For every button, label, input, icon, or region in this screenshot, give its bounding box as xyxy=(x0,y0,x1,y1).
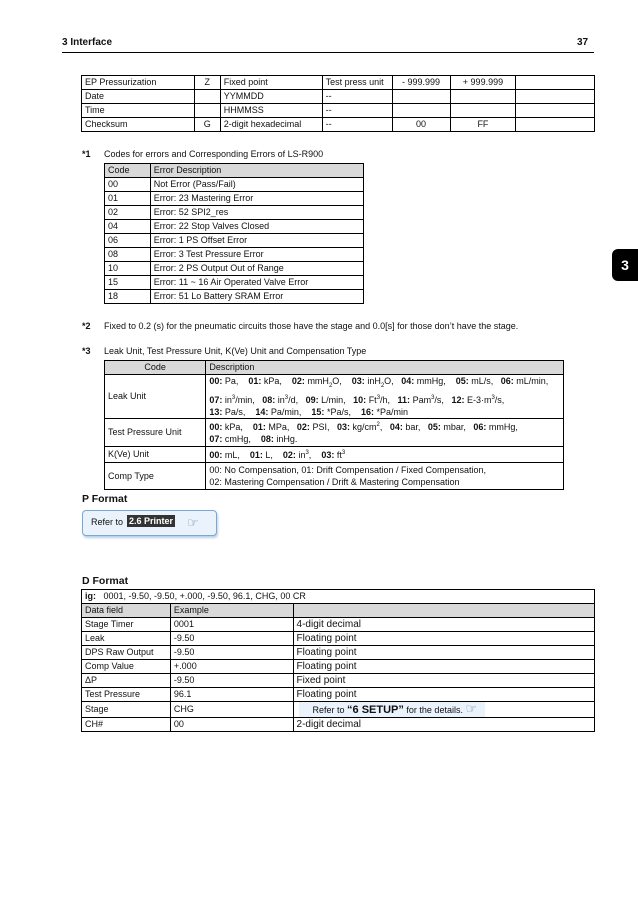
table-cell xyxy=(516,118,595,132)
refer-to-label: Refer to xyxy=(91,517,124,527)
format-table-top xyxy=(81,75,595,132)
error-description: Error: 52 SPI2_res xyxy=(150,206,363,220)
column-header: Code xyxy=(105,164,151,178)
d-format-table xyxy=(81,589,595,732)
error-code: 10 xyxy=(105,262,151,276)
format-description: 4-digit decimal xyxy=(293,618,594,632)
table-row xyxy=(105,192,364,206)
table-row xyxy=(82,718,595,732)
table-row xyxy=(82,118,595,132)
chapter-title: 3 Interface xyxy=(62,37,113,48)
col-format xyxy=(293,604,594,618)
table-cell: 2-digit hexadecimal xyxy=(220,118,322,132)
error-description: Error: 51 Lo Battery SRAM Error xyxy=(150,290,363,304)
example-value: -9.50 xyxy=(170,632,293,646)
leak-unit-codes: 00: Pa, 01: kPa, 02: mmH$_2$O, 03: inH$_2$O, 04: mmHg, 05: mL/s, 06: mL/min, 07: $in^3/\min$, 08: $in^3/d$, 09: L/min, 10: Ft$^3$/h, 11: Pam$^3$/s, 12: $E-3\cdot m^3/s$, 13: Pa/s, 14: Pa/min, 15: *Pa/s, 16: *Pa/min xyxy=(206,375,564,419)
table-cell: G xyxy=(194,118,220,132)
error-description: Error: 2 PS Output Out of Range xyxy=(150,262,363,276)
format-description: 2-digit decimal xyxy=(293,718,594,732)
stage-reference: Refer to “6 SETUP” for the details. ☞ xyxy=(293,702,594,718)
table-row xyxy=(82,702,595,718)
pointing-hand-icon: ☞ xyxy=(465,701,478,716)
table-cell: FF xyxy=(450,118,516,132)
table-row xyxy=(82,674,595,688)
col-code: Code xyxy=(105,361,206,375)
data-field: DPS Raw Output xyxy=(82,646,171,660)
error-code: 18 xyxy=(105,290,151,304)
table-cell xyxy=(516,90,595,104)
error-code: 04 xyxy=(105,220,151,234)
note-3: *3 Leak Unit, Test Pressure Unit, K(Ve) Unit and Compensation Type xyxy=(82,346,367,356)
table-cell: YYMMDD xyxy=(220,90,322,104)
example-value: CHG xyxy=(170,702,293,718)
table-header-row xyxy=(105,164,364,178)
table-row xyxy=(105,220,364,234)
data-field: Stage xyxy=(82,702,171,718)
pointing-hand-icon: ☞ xyxy=(187,515,199,530)
unit-code-table xyxy=(104,360,564,490)
table-row xyxy=(105,248,364,262)
table-cell xyxy=(392,90,450,104)
table-cell: EP Pressurization xyxy=(82,76,195,90)
printer-link[interactable]: 2.6 Printer xyxy=(129,516,174,526)
table-row xyxy=(82,660,595,674)
page-number: 37 xyxy=(577,37,589,48)
example-value: 0001 xyxy=(170,618,293,632)
table-cell xyxy=(516,76,595,90)
d-format-heading: D Format xyxy=(82,575,129,587)
col-example: Example xyxy=(170,604,293,618)
format-description: Floating point xyxy=(293,660,594,674)
comp-type-label: Comp Type xyxy=(105,462,206,489)
col-description: Description xyxy=(206,361,564,375)
example-value: 00 xyxy=(170,718,293,732)
error-description: Error: 1 PS Offset Error xyxy=(150,234,363,248)
table-row xyxy=(105,290,364,304)
table-row xyxy=(105,276,364,290)
error-code: 02 xyxy=(105,206,151,220)
note-2: *2 Fixed to 0.2 (s) for the pneumatic circuits those have the stage and 0.0[s] for those don’t have the stage. xyxy=(82,321,519,331)
example-string: ig: 0001, -9.50, -9.50, +.000, -9.50, 96.1, CHG, 00 CR xyxy=(82,590,595,604)
error-code: 06 xyxy=(105,234,151,248)
example-value: 96.1 xyxy=(170,688,293,702)
leak-unit-label: Leak Unit xyxy=(105,375,206,419)
error-description: Not Error (Pass/Fail) xyxy=(150,178,363,192)
table-cell: -- xyxy=(322,104,392,118)
header-rule xyxy=(62,52,594,53)
table-cell: Time xyxy=(82,104,195,118)
table-row xyxy=(82,632,595,646)
data-field: CH# xyxy=(82,718,171,732)
data-field: Stage Timer xyxy=(82,618,171,632)
table-row xyxy=(82,104,595,118)
table-row xyxy=(105,234,364,248)
printer-reference-box[interactable] xyxy=(82,510,217,536)
p-format-heading: P Format xyxy=(82,493,128,505)
example-value: -9.50 xyxy=(170,674,293,688)
table-row xyxy=(82,688,595,702)
table-cell xyxy=(392,104,450,118)
table-cell xyxy=(450,90,516,104)
table-cell: Date xyxy=(82,90,195,104)
format-description: Floating point xyxy=(293,646,594,660)
table-cell xyxy=(194,104,220,118)
table-cell: Fixed point xyxy=(220,76,322,90)
data-field: Comp Value xyxy=(82,660,171,674)
kve-unit-label: K(Ve) Unit xyxy=(105,446,206,462)
error-description: Error: 3 Test Pressure Error xyxy=(150,248,363,262)
table-cell xyxy=(194,90,220,104)
error-description: Error: 22 Stop Valves Closed xyxy=(150,220,363,234)
table-row xyxy=(82,618,595,632)
error-code: 08 xyxy=(105,248,151,262)
table-row xyxy=(82,90,595,104)
table-cell: - 999.999 xyxy=(392,76,450,90)
table-cell: + 999.999 xyxy=(450,76,516,90)
example-value: -9.50 xyxy=(170,646,293,660)
table-cell: HHMMSS xyxy=(220,104,322,118)
table-row xyxy=(82,646,595,660)
table-row xyxy=(105,262,364,276)
table-row xyxy=(105,178,364,192)
error-code-table xyxy=(104,163,364,304)
example-value: +.000 xyxy=(170,660,293,674)
table-cell xyxy=(450,104,516,118)
format-description: Fixed point xyxy=(293,674,594,688)
comp-type-codes: 00: No Compensation, 01: Drift Compensation / Fixed Compensation, 02: Mastering Compensation / Drift & Mastering Compensation xyxy=(206,462,564,489)
table-cell: Test press unit xyxy=(322,76,392,90)
table-cell: Checksum xyxy=(82,118,195,132)
table-cell: -- xyxy=(322,90,392,104)
setup-link[interactable]: “6 SETUP” xyxy=(347,704,404,716)
col-data-field: Data field xyxy=(82,604,171,618)
table-cell xyxy=(516,104,595,118)
data-field: Test Pressure xyxy=(82,688,171,702)
test-pressure-unit-codes: 00: kPa, 01: MPa, 02: PSI, 03: $kg/cm^2$, 04: bar, 05: mbar, 06: mmHg, 07: cmHg, 08: inHg. xyxy=(206,418,564,446)
error-description: Error: 11 ~ 16 Air Operated Valve Error xyxy=(150,276,363,290)
error-code: 15 xyxy=(105,276,151,290)
table-cell: Z xyxy=(194,76,220,90)
note-1: *1 Codes for errors and Corresponding Errors of LS-R900 xyxy=(82,149,324,159)
table-cell: 00 xyxy=(392,118,450,132)
data-field: ΔP xyxy=(82,674,171,688)
table-row xyxy=(82,76,595,90)
error-code: 01 xyxy=(105,192,151,206)
format-description: Floating point xyxy=(293,632,594,646)
table-cell: -- xyxy=(322,118,392,132)
column-header: Error Description xyxy=(150,164,363,178)
chapter-side-tab[interactable]: 3 xyxy=(612,249,638,281)
error-description: Error: 23 Mastering Error xyxy=(150,192,363,206)
data-field: Leak xyxy=(82,632,171,646)
test-pressure-unit-label: Test Pressure Unit xyxy=(105,418,206,446)
format-description: Floating point xyxy=(293,688,594,702)
table-row xyxy=(105,206,364,220)
kve-unit-codes: 00: mL, 01: L, 02: $in^3$, 03: $ft^3$ xyxy=(206,446,564,462)
error-code: 00 xyxy=(105,178,151,192)
